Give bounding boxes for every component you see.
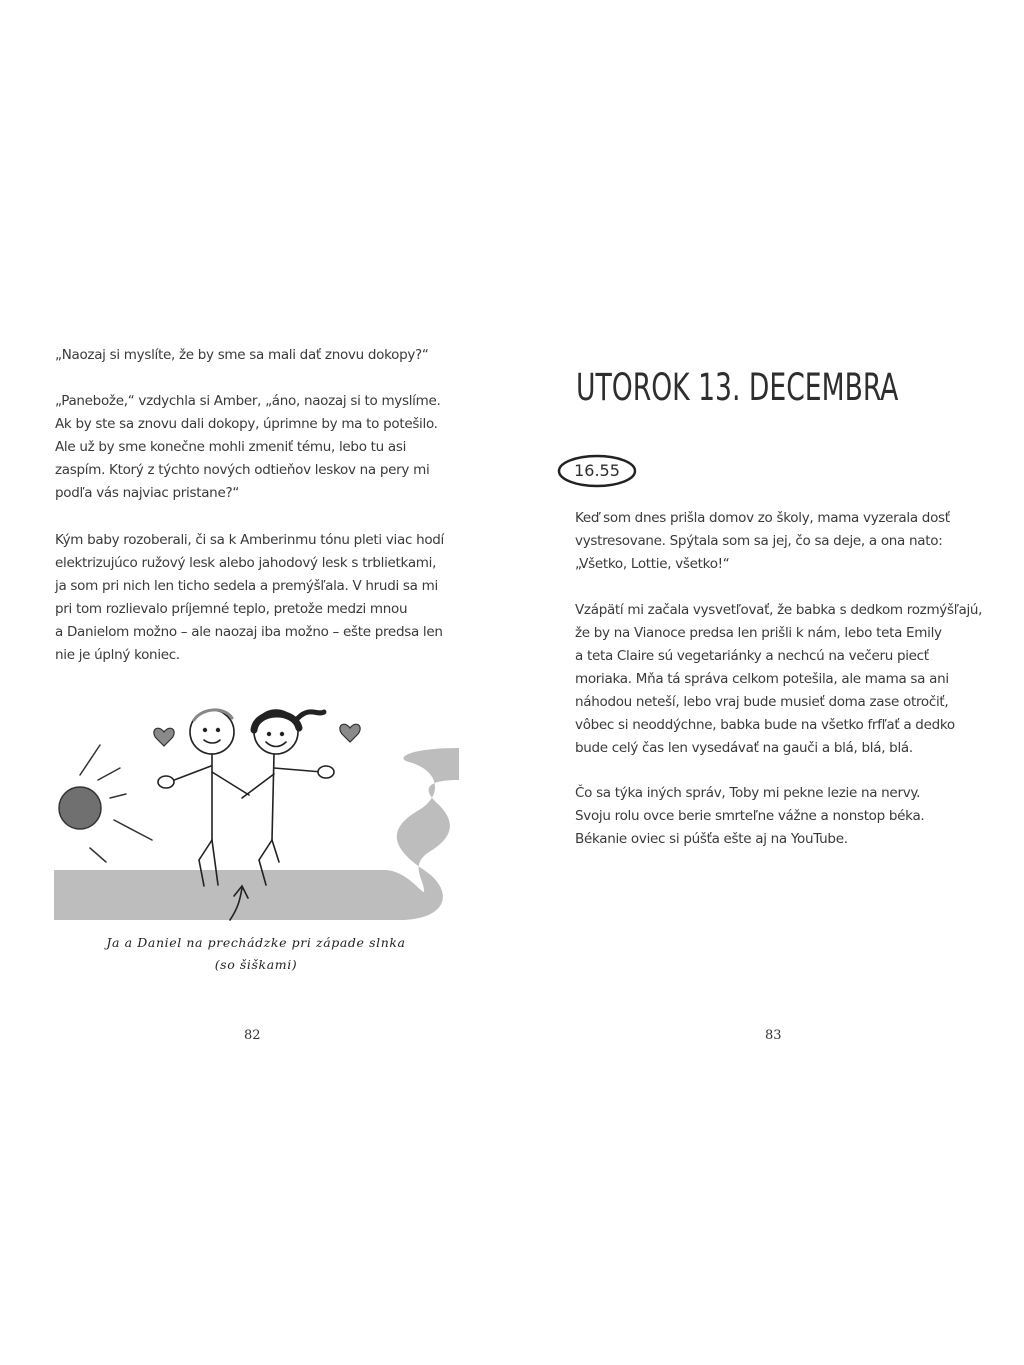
text-line: nie je úplný koniec. <box>55 647 180 663</box>
time-label: 16.55 <box>574 461 620 480</box>
sun-icon <box>59 787 101 829</box>
text-line: Čo sa týka iných správ, Toby mi pekne lezie na nervy. <box>575 785 921 801</box>
heart-icon <box>154 728 174 746</box>
page-number: 82 <box>244 1028 261 1043</box>
heart-icon <box>340 724 360 742</box>
text-line: „Naozaj si myslíte, že by sme sa mali dať znovu dokopy?“ <box>55 347 429 363</box>
paragraph-1 <box>55 344 429 367</box>
paragraph-1 <box>575 507 950 576</box>
caption-line: Ja a Daniel na prechádzke pri západe slnka <box>106 935 406 950</box>
text-line: pri tom rozlievalo príjemné teplo, pretože medzi mnou <box>55 601 408 617</box>
caption-line: (so šiškami) <box>214 957 298 972</box>
text-line: a teta Claire sú vegetariánky a nechcú na večeru piecť <box>575 648 929 664</box>
paragraph-2 <box>55 390 440 505</box>
text-line: „Všetko, Lottie, všetko!“ <box>575 556 730 572</box>
text-line: vystresovane. Spýtala som sa jej, čo sa deje, a ona nato: <box>575 533 943 549</box>
page-title: UTOROK 13. DECEMBRA <box>576 366 899 409</box>
paragraph-2 <box>575 599 982 760</box>
text-line: Vzápätí mi začala vysvetľovať, že babka s dedkom rozmýšľajú, <box>575 602 983 618</box>
couple-walking-illustration <box>54 690 464 925</box>
paragraph-3 <box>575 782 924 851</box>
text-line: Keď som dnes prišla domov zo školy, mama vyzerala dosť <box>575 510 950 526</box>
illustration-caption <box>86 932 426 976</box>
text-line: a Danielom možno – ale naozaj iba možno – ešte predsa len <box>55 624 443 640</box>
road <box>54 748 459 920</box>
page-number: 83 <box>765 1028 782 1043</box>
text-line: podľa vás najviac pristane?“ <box>55 485 240 501</box>
paragraph-3 <box>55 529 444 667</box>
text-line: zaspím. Ktorý z týchto nových odtieňov leskov na pery mi <box>55 462 430 478</box>
text-line: náhodou neteší, lebo vraj bude musieť doma zase otročiť, <box>575 694 949 710</box>
text-line: „Panebože,“ vzdychla si Amber, „áno, naozaj si to myslíme. <box>55 393 441 409</box>
time-badge <box>557 454 637 488</box>
right-page <box>512 0 1024 1365</box>
text-line: že by na Vianoce predsa len prišli k nám, lebo teta Emily <box>575 625 942 641</box>
text-line: elektrizujúco ružový lesk alebo jahodový lesk s trblietkami, <box>55 555 437 571</box>
text-line: Békanie oviec si púšťa ešte aj na YouTube. <box>575 831 848 847</box>
text-line: moriaka. Mňa tá správa celkom potešila, ale mama sa ani <box>575 671 949 687</box>
text-line: ja som pri nich len ticho sedela a premýšľala. V hrudi sa mi <box>55 578 438 594</box>
girl-figure <box>242 710 334 885</box>
text-line: Svoju rolu ovce berie smrteľne vážne a nonstop béka. <box>575 808 925 824</box>
text-line: Kým baby rozoberali, či sa k Amberinmu tónu pleti viac hodí <box>55 532 445 548</box>
text-line: Ak by ste sa znovu dali dokopy, úprimne by ma to potešilo. <box>55 416 438 432</box>
text-line: Ale už by sme konečne mohli zmeniť tému, lebo tu asi <box>55 439 407 455</box>
text-line: bude celý čas len vysedávať na gauči a blá, blá, blá. <box>575 740 913 756</box>
text-line: vôbec si neoddýchne, babka bude na všetko frfľať a dedko <box>575 717 955 733</box>
